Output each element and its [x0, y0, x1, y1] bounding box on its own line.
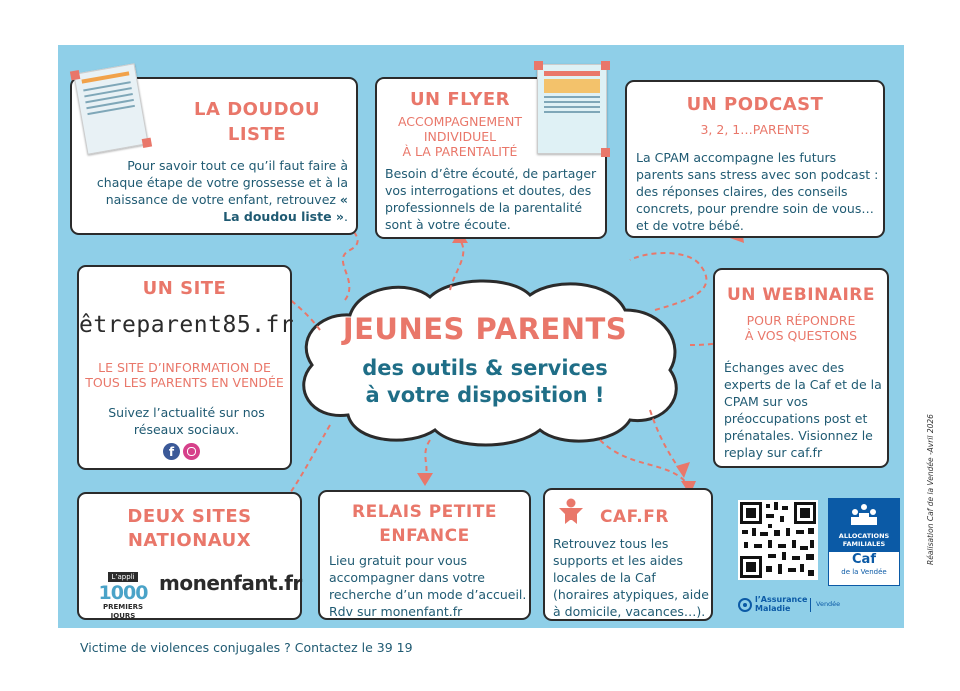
relais-body: Lieu gratuit pour vous accompagner dans votre recherche d’un mode d’accueil. Rdv sur monenfant.fr — [329, 553, 527, 619]
assurance-maladie-logo[interactable]: l’Assurance Maladie Vendée — [738, 594, 868, 618]
card-caf — [543, 488, 713, 621]
caf-logo[interactable]: ALLOCATIONS FAMILIALES Caf de la Vendée — [828, 498, 900, 586]
webinaire-subtitle: POUR RÉPONDRE À VOS QUESTONS — [744, 313, 858, 343]
card-podcast — [625, 80, 885, 238]
facebook-icon[interactable]: f — [163, 443, 180, 460]
card-relais — [318, 490, 531, 620]
site-title: UN SITE — [142, 278, 227, 299]
instagram-icon[interactable] — [183, 443, 200, 460]
card-deux-sites — [77, 492, 302, 620]
assurance-maladie-icon — [738, 598, 752, 612]
doudou-title — [157, 97, 357, 147]
card-webinaire — [713, 268, 889, 468]
flyer-body: Besoin d’être écouté, de partager vos interrogations et doutes, des professionnels de la parentalité sont à votre écoute. — [385, 166, 597, 232]
webinaire-title: UN WEBINAIRE — [726, 285, 875, 305]
caf-person-icon — [557, 498, 585, 530]
qr-code[interactable] — [738, 500, 818, 580]
caf-logo-icon — [849, 503, 879, 529]
site-body: Suivez l’actualité sur nos réseaux sociaux. — [108, 405, 265, 437]
arrow-head-webinaire-bottom — [676, 462, 690, 478]
deux-sites-title: DEUX SITES NATIONAUX — [127, 506, 252, 551]
relais-title: RELAIS PETITE ENFANCE — [352, 502, 497, 546]
appli-1000-logo[interactable]: L’appli 1000 PREMIERS JOURS — [98, 573, 148, 620]
etreparent85-logo[interactable]: êtreparent85.fr — [79, 312, 295, 338]
podcast-body: La CPAM accompagne les futurs parents sans stress avec son podcast : des réponses claires, des conseils concrets, pour prendre soin de vous… et de votre bébé. — [636, 150, 879, 233]
caf-logo-text: ALLOCATIONS FAMILIALES — [838, 532, 890, 548]
flyer-title: UN FLYER — [409, 89, 511, 110]
center-subtitle-line1: des outils & services — [362, 356, 608, 380]
arrow-head-relais — [417, 473, 433, 486]
caf-title: CAF.FR — [600, 507, 669, 527]
center-title: JEUNES PARENTS — [342, 312, 628, 346]
card-site — [77, 265, 295, 470]
doudou-title-line2: LISTE — [227, 124, 287, 145]
doudou-title-line1: LA DOUDOU — [194, 99, 320, 120]
side-credit: Réalisation Caf de la Vendée -Avril 2026 — [926, 414, 935, 565]
podcast-title: UN PODCAST — [686, 94, 824, 115]
center-subtitle-line2: à votre disposition ! — [365, 383, 605, 407]
doudou-body: Pour savoir tout ce qu’il faut faire à chaque étape de votre grossesse et à la naissance de votre enfant, retrouvez « La doudou liste ». — [96, 158, 348, 224]
caf-body: Retrouvez tous les supports et les aides locales de la Caf (horaires atypiques, aide à domicile, vacances…). — [553, 536, 709, 619]
flyer-thumbnail — [537, 64, 607, 154]
site-subtitle: LE SITE D’INFORMATION DE TOUS LES PARENTS EN VENDÉE — [85, 360, 284, 390]
doudou-liste-link[interactable]: « La doudou liste » — [223, 192, 348, 224]
monenfant-logo[interactable]: monenfant.fr — [159, 571, 302, 595]
flyer-subtitle: ACCOMPAGNEMENT INDIVIDUEL À LA PARENTALITÉ — [397, 114, 523, 159]
podcast-subtitle: 3, 2, 1…PARENTS — [700, 122, 810, 137]
webinaire-body: Échanges avec des experts de la Caf et de la CPAM sur vos préoccupations post et prénatales. Visionnez le replay sur caf.fr — [724, 360, 882, 460]
footer-violence-line: Victime de violences conjugales ? Contactez le 39 19 — [80, 640, 413, 655]
